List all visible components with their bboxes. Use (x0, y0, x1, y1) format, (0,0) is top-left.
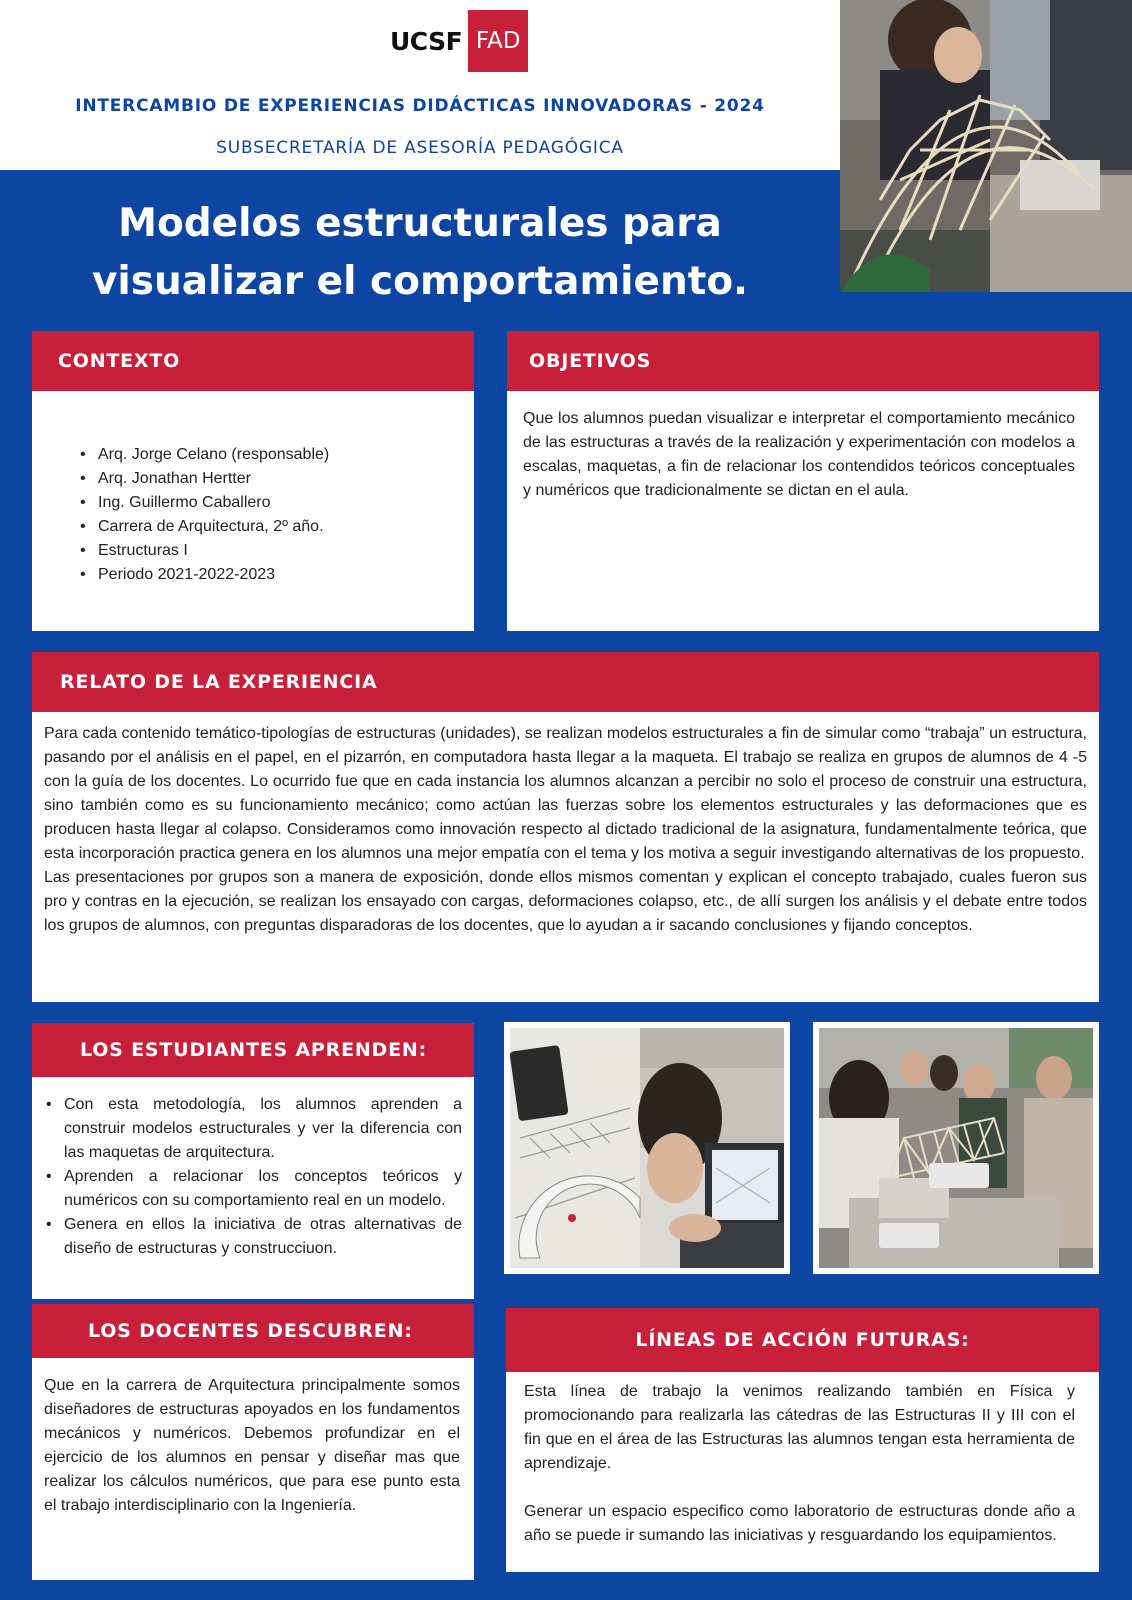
logo-fad-text: FAD (468, 10, 528, 72)
relato-heading-text: RELATO DE LA EXPERIENCIA (60, 671, 378, 693)
docentes-text: Que en la carrera de Arquitectura principalmente somos diseñadores de estructuras apoyados en los fundamentos mecánicos y numéricos. Debemos profundizar en el ejercicio de los alumnos en pensar y diseñar mas que realizar los cálculos numéricos, que para ese punto esta el trabajo interdisciplinario con la Ingeniería. (44, 1377, 460, 1514)
estudiantes-list (42, 1093, 462, 1261)
event-title: INTERCAMBIO DE EXPERIENCIAS DIDÁCTICAS INNOVADORAS - 2024 (75, 96, 765, 116)
photo-frame-truss (813, 1022, 1099, 1274)
relato-body (32, 712, 1099, 1002)
docentes-body (32, 1358, 474, 1580)
list-item: • Estructuras I (76, 539, 454, 563)
lineas-body (506, 1372, 1099, 1572)
docentes-heading (32, 1304, 474, 1358)
list-item: • Aprenden a relacionar los conceptos teóricos y numéricos con su comportamiento real en un modelo. (42, 1165, 462, 1213)
list-item: • Arq. Jorge Celano (responsable) (76, 443, 454, 467)
event-subtitle: SUBSECRETARÍA DE ASESORÍA PEDAGÓGICA (216, 138, 624, 158)
list-item: • Arq. Jonathan Hertter (76, 467, 454, 491)
lineas-heading-text: LÍNEAS DE ACCIÓN FUTURAS: (635, 1329, 970, 1351)
relato-heading (32, 652, 1099, 712)
lineas-heading (506, 1308, 1099, 1372)
lineas-paragraph-2: Generar un espacio especifico como laboratorio de estructuras donde año a año se puede ir sumando las iniciativas y resguardando los equipamientos. (524, 1503, 1075, 1544)
estudiantes-body (32, 1077, 474, 1299)
photo-students-truss-model (819, 1028, 1093, 1268)
list-item: • Genera en ellos la iniciativa de otras alternativas de diseño de estructuras y construcciuon. (42, 1213, 462, 1261)
logo-ucsf-text: UCSF (390, 26, 463, 56)
list-item: • Con esta metodología, los alumnos aprenden a construir modelos estructurales y ver la diferencia con las maquetas de arquitectura. (42, 1093, 462, 1165)
ucsf-fad-logo (390, 10, 528, 72)
objetivos-body (507, 391, 1099, 631)
objetivos-heading (507, 331, 1099, 391)
photo-student-drawing-computer (510, 1028, 784, 1268)
contexto-body (32, 391, 474, 631)
contexto-heading-text: CONTEXTO (58, 350, 181, 372)
objetivos-heading-text: OBJETIVOS (529, 350, 652, 372)
objetivos-text: Que los alumnos puedan visualizar e interpretar el comportamiento mecánico de las estructuras a través de la realización y experimentación con modelos a escalas, maquetas, a fin de relacionar los contendidos teóricos conceptuales y numéricos que tradicionalmente se dictan en el aula. (523, 410, 1075, 499)
page-title-line2: visualizar el comportamiento. (92, 259, 748, 304)
estudiantes-heading (32, 1023, 474, 1077)
docentes-heading-text: LOS DOCENTES DESCUBREN: (88, 1320, 413, 1342)
estudiantes-heading-text: LOS ESTUDIANTES APRENDEN: (80, 1039, 428, 1061)
list-item: • Ing. Guillermo Caballero (76, 491, 454, 515)
page-title (30, 195, 810, 311)
page-title-line1: Modelos estructurales para (118, 201, 722, 246)
relato-paragraph-2: Las presentaciones por grupos son a manera de exposición, donde ellos mismos comentan y explican el concepto trabajado, cuales fueron sus pro y contras en la ejecución, se realizan los ensayado con cargas, deformaciones colapso, etc., de allí surgen los análisis y el debate entre todos los grupos de alumnos, con preguntas disparadoras de los docentes, que lo ayudan a ir sacando conclusiones y fijando conceptos. (44, 869, 1087, 934)
list-item: • Periodo 2021-2022-2023 (76, 563, 454, 587)
contexto-heading (32, 331, 474, 391)
lineas-paragraph-1: Esta línea de trabajo la venimos realizando también en Física y promocionando para realizarla las cátedras de las Estructuras II y III con el fin que en el área de las Estructuras las alumnos tengan esta herramienta de aprendizaje. (524, 1383, 1075, 1472)
photo-frame-drawing (504, 1022, 790, 1274)
photo-students-arch-model (840, 0, 1132, 292)
list-item: • Carrera de Arquitectura, 2º año. (76, 515, 454, 539)
contexto-list (76, 443, 454, 587)
relato-paragraph-1: Para cada contenido temático-tipologías de estructuras (unidades), se realizan modelos estructurales a fin de simular como “trabaja” un estructura, pasando por el análisis en el papel, en el pizarrón, en computadora hasta llegar a la maqueta. El trabajo se realiza en grupos de alumnos de 4 -5 con la guía de los docentes. Lo ocurrido fue que en cada instancia los alumnos alcanzan a percibir no solo el proceso de construir una estructura, sino también como es su funcionamiento mecánico; como actúan las fuerzas sobre los elementos estructurales y las deformaciones que es producen hasta llegar al colapso. Consideramos como innovación respecto al dictado tradicional de la asignatura, fundamentalmente teórica, que esta incorporación practica genera en los alumnos una mejor empatía con el tema y los motiva a seguir investigando alternativas de los propuesto. (44, 725, 1087, 862)
